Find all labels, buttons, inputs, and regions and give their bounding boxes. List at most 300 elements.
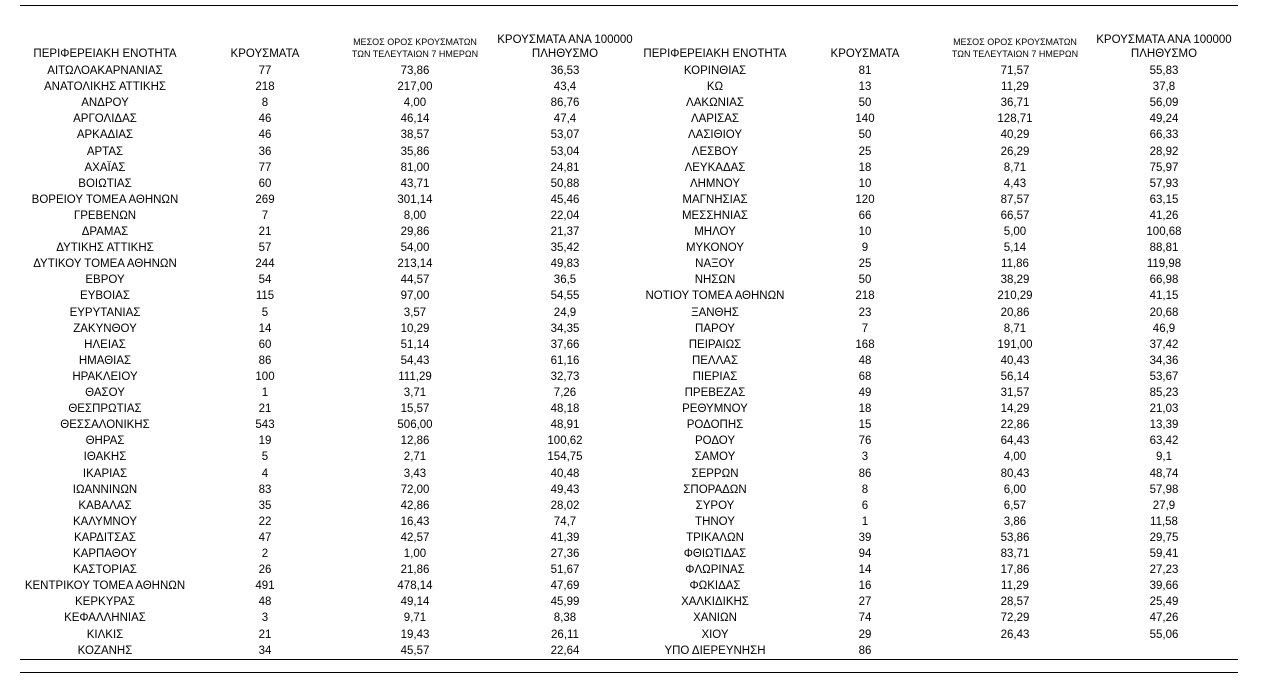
cases-cell: 94 (858, 548, 872, 560)
per100k-cell: 21,03 (1149, 403, 1179, 416)
per100k-cell: 28,02 (550, 499, 580, 512)
avg7-cell: 5,00 (1003, 226, 1027, 238)
avg7-cell: 42,57 (400, 531, 430, 544)
region-cell: ΛΗΜΝΟΥ (689, 177, 741, 190)
per100k-cell: 48,18 (550, 403, 580, 416)
cases-cell: 140 (855, 113, 875, 126)
region-cell: ΖΑΚΥΝΘΟΥ (73, 322, 137, 335)
region-cell: ΜΥΚΟΝΟΥ (685, 242, 745, 255)
table-bottom-rule (20, 659, 1238, 660)
avg7-cell: 6,00 (1003, 483, 1027, 496)
header-cases-left: ΚΡΟΥΣΜΑΤΑ (230, 48, 300, 60)
avg7-cell: 19,43 (400, 628, 430, 641)
cases-cell: 86 (858, 644, 872, 657)
region-cell: ΕΥΡΥΤΑΝΙΑΣ (69, 306, 141, 319)
cases-cell: 86 (258, 354, 272, 367)
avg7-cell: 44,57 (400, 274, 430, 287)
avg7-cell: 49,14 (400, 596, 430, 609)
region-cell: ΥΠΟ ΔΙΕΡΕΥΝΗΣΗ (664, 644, 766, 657)
region-cell: ΕΒΡΟΥ (85, 274, 125, 287)
cases-cell: 22 (258, 515, 272, 528)
avg7-cell: 111,29 (398, 370, 432, 383)
cases-cell: 18 (858, 403, 872, 416)
region-cell: ΚΑΣΤΟΡΙΑΣ (73, 564, 137, 577)
avg7-cell: 217,00 (397, 81, 433, 94)
avg7-cell: 43,71 (400, 177, 430, 190)
per100k-cell: 41,39 (550, 531, 580, 544)
per100k-cell: 61,16 (550, 354, 580, 367)
header-region-left: ΠΕΡΙΦΕΡΕΙΑΚΗ ΕΝΟΤΗΤΑ (33, 48, 177, 60)
avg7-cell: 3,71 (403, 387, 427, 399)
avg7-cell: 38,57 (400, 129, 430, 142)
region-cell: ΚΑΡΠΑΘΟΥ (73, 548, 137, 560)
cases-cell: 269 (255, 193, 275, 206)
cases-cell: 6 (861, 499, 869, 512)
avg7-cell: 42,86 (400, 499, 430, 512)
avg7-cell: 213,14 (397, 258, 433, 271)
cases-cell: 25 (858, 258, 872, 271)
per100k-cell: 36,53 (550, 65, 580, 77)
per100k-cell: 25,49 (1149, 596, 1179, 609)
per100k-cell: 63,42 (1149, 435, 1179, 448)
table-row-right (0, 337, 1284, 353)
avg7-cell: 72,29 (1000, 612, 1030, 625)
cases-cell: 27 (858, 596, 872, 609)
per100k-cell: 57,93 (1149, 177, 1179, 190)
cases-cell: 77 (258, 161, 272, 174)
region-cell: ΑΝΔΡΟΥ (81, 97, 129, 110)
table-row-right (0, 321, 1284, 337)
per100k-cell: 46,9 (1152, 322, 1176, 335)
region-cell: ΑΡΤΑΣ (86, 145, 124, 158)
table-row-right (0, 433, 1284, 449)
region-cell: ΚΟΡΙΝΘΙΑΣ (683, 65, 747, 77)
cases-cell: 50 (858, 274, 872, 287)
top-rule (20, 5, 1238, 6)
per100k-cell: 45,99 (550, 596, 580, 609)
avg7-cell: 28,57 (1000, 596, 1030, 609)
avg7-cell: 3,86 (1003, 515, 1027, 528)
avg7-cell: 4,00 (1003, 451, 1027, 464)
cases-cell: 13 (858, 81, 872, 94)
per100k-cell: 9,1 (1156, 451, 1172, 464)
per100k-cell: 37,66 (550, 338, 580, 351)
cases-cell: 14 (858, 564, 872, 577)
region-cell: ΧΑΛΚΙΔΙΚΗΣ (681, 596, 749, 609)
per100k-cell: 35,42 (550, 242, 580, 255)
region-cell: ΣΥΡΟΥ (695, 499, 735, 512)
table-row-right (0, 240, 1284, 256)
per100k-cell: 48,91 (550, 419, 580, 432)
cases-cell: 491 (255, 580, 275, 593)
cases-cell: 50 (858, 97, 872, 110)
region-cell: ΦΘΙΩΤΙΔΑΣ (683, 548, 747, 560)
region-cell: ΔΥΤΙΚΟΥ ΤΟΜΕΑ ΑΘΗΝΩΝ (33, 258, 177, 271)
cases-cell: 68 (858, 370, 872, 383)
page-bottom-rule (20, 672, 1238, 673)
per100k-cell: 45,46 (550, 193, 580, 206)
avg7-cell: 56,14 (1000, 370, 1030, 383)
cases-cell: 168 (855, 338, 875, 351)
avg7-cell: 26,43 (1000, 628, 1030, 641)
per100k-cell: 27,23 (1149, 564, 1179, 577)
cases-cell: 7 (261, 209, 269, 222)
cases-cell: 16 (858, 580, 872, 593)
region-cell: ΒΟΡΕΙΟΥ ΤΟΜΕΑ ΑΘΗΝΩΝ (31, 193, 179, 206)
avg7-cell: 83,71 (1000, 548, 1030, 560)
avg7-cell: 191,00 (997, 338, 1033, 351)
per100k-cell: 41,15 (1149, 290, 1179, 303)
header-per100k-left-1: ΚΡΟΥΣΜΑΤΑ ΑΝΑ 100000 (497, 34, 633, 46)
avg7-cell: 12,86 (400, 435, 430, 448)
per100k-cell: 34,36 (1149, 354, 1179, 367)
table-row-right (0, 482, 1284, 498)
per100k-cell: 66,98 (1149, 274, 1179, 287)
table-row-right (0, 546, 1284, 562)
cases-cell: 218 (255, 81, 275, 94)
table-row-right (0, 192, 1284, 208)
per100k-cell: 21,37 (550, 226, 580, 238)
table-row-right (0, 272, 1284, 288)
region-cell: ΛΕΣΒΟΥ (691, 145, 739, 158)
table-row-right (0, 353, 1284, 369)
per100k-cell: 34,35 (550, 322, 580, 335)
table-row-right (0, 95, 1284, 111)
avg7-cell: 29,86 (400, 226, 430, 238)
per100k-cell: 13,39 (1149, 419, 1179, 432)
avg7-cell: 1,00 (403, 548, 427, 560)
region-cell: ΚΑΒΑΛΑΣ (78, 499, 132, 512)
region-cell: ΧΑΝΙΩΝ (693, 612, 737, 625)
avg7-cell: 8,71 (1003, 161, 1027, 174)
table-row-right (0, 288, 1284, 304)
per100k-cell: 50,88 (550, 177, 580, 190)
per100k-cell: 37,42 (1149, 338, 1179, 351)
per100k-cell: 47,4 (553, 113, 577, 126)
table-row-right (0, 144, 1284, 160)
per100k-cell: 11,58 (1150, 515, 1178, 528)
table-row-right (0, 79, 1284, 95)
per100k-cell: 27,36 (550, 548, 580, 560)
per100k-cell: 74,7 (553, 515, 577, 528)
avg7-cell: 81,00 (400, 161, 430, 174)
cases-cell: 23 (858, 306, 872, 319)
table-row-right (0, 498, 1284, 514)
avg7-cell: 15,57 (400, 403, 430, 416)
per100k-cell: 85,23 (1149, 387, 1179, 399)
cases-cell: 9 (861, 242, 869, 255)
region-cell: ΜΑΓΝΗΣΙΑΣ (682, 193, 748, 206)
avg7-cell: 35,86 (400, 145, 430, 158)
per100k-cell: 20,68 (1149, 306, 1179, 319)
region-cell: ΜΗΛΟΥ (694, 226, 736, 238)
header-avg-right-1: ΜΕΣΟΣ ΟΡΟΣ ΚΡΟΥΣΜΑΤΩΝ (953, 37, 1077, 47)
avg7-cell: 3,57 (403, 306, 427, 319)
per100k-cell: 47,26 (1149, 612, 1179, 625)
per100k-cell: 53,04 (550, 145, 580, 158)
region-cell: ΑΙΤΩΛΟΑΚΑΡΝΑΝΙΑΣ (47, 65, 163, 77)
per100k-cell: 154,75 (547, 451, 583, 464)
cases-cell: 60 (258, 338, 272, 351)
region-cell: ΛΕΥΚΑΔΑΣ (684, 161, 746, 174)
cases-cell: 39 (858, 531, 872, 544)
header-per100k-left-2: ΠΛΗΘΥΣΜΟ (531, 48, 599, 60)
avg7-cell: 3,43 (403, 467, 427, 480)
cases-cell: 2 (261, 548, 269, 560)
per100k-cell: 37,8 (1152, 81, 1176, 94)
region-cell: ΙΩΑΝΝΙΝΩΝ (72, 483, 138, 496)
per100k-cell: 22,64 (550, 644, 580, 657)
per100k-cell: 49,43 (550, 483, 580, 496)
cases-cell: 10 (858, 226, 872, 238)
avg7-cell: 8,00 (403, 209, 427, 222)
avg7-cell: 21,86 (400, 564, 430, 577)
region-cell: ΗΜΑΘΙΑΣ (78, 354, 132, 367)
region-cell: ΒΟΙΩΤΙΑΣ (78, 177, 132, 190)
cases-cell: 21 (258, 226, 272, 238)
cases-cell: 66 (858, 209, 872, 222)
per100k-cell: 7,26 (553, 387, 577, 399)
avg7-cell: 4,00 (403, 97, 427, 110)
cases-cell: 4 (261, 467, 269, 480)
region-cell: ΚΑΡΔΙΤΣΑΣ (74, 531, 136, 544)
region-cell: ΡΟΔΟΠΗΣ (686, 419, 744, 432)
region-cell: ΛΑΚΩΝΙΑΣ (686, 97, 744, 110)
avg7-cell: 128,71 (997, 113, 1033, 126)
avg7-cell: 40,29 (1000, 129, 1030, 142)
per100k-cell: 88,81 (1149, 242, 1179, 255)
cases-cell: 77 (258, 65, 272, 77)
region-cell: ΠΕΛΛΑΣ (691, 354, 739, 367)
per100k-cell: 28,92 (1149, 145, 1179, 158)
cases-cell: 34 (258, 644, 272, 657)
region-cell: ΤΡΙΚΑΛΩΝ (686, 531, 744, 544)
avg7-cell: 14,29 (1000, 403, 1030, 416)
per100k-cell: 48,74 (1149, 467, 1179, 480)
region-cell: ΝΟΤΙΟΥ ΤΟΜΕΑ ΑΘΗΝΩΝ (645, 290, 785, 303)
per100k-cell: 40,48 (550, 467, 580, 480)
avg7-cell: 10,29 (400, 322, 430, 335)
avg7-cell: 36,71 (1000, 97, 1030, 110)
region-cell: ΠΑΡΟΥ (695, 322, 735, 335)
table-row-right (0, 643, 1284, 659)
per100k-cell: 119,98 (1146, 258, 1182, 271)
cases-cell: 36 (258, 145, 272, 158)
region-cell: ΠΕΙΡΑΙΩΣ (688, 338, 742, 351)
avg7-cell: 17,86 (1000, 564, 1030, 577)
avg7-cell: 301,14 (397, 193, 433, 206)
avg7-cell: 87,57 (1000, 193, 1030, 206)
region-cell: ΗΡΑΚΛΕΙΟΥ (72, 370, 138, 383)
avg7-cell: 31,57 (1000, 387, 1030, 399)
avg7-cell: 9,71 (403, 612, 427, 625)
cases-cell: 76 (858, 435, 872, 448)
cases-cell: 1 (861, 515, 869, 528)
region-cell: ΠΡΕΒΕΖΑΣ (684, 387, 746, 399)
avg7-cell: 53,86 (1000, 531, 1030, 544)
cases-cell: 46 (258, 113, 272, 126)
region-cell: ΚΙΛΚΙΣ (86, 628, 124, 641)
region-cell: ΚΩ (706, 81, 724, 94)
region-cell: ΡΟΔΟΥ (694, 435, 736, 448)
avg7-cell: 5,14 (1003, 242, 1027, 255)
per100k-cell: 43,4 (553, 81, 577, 94)
per100k-cell: 63,15 (1149, 193, 1179, 206)
cases-cell: 5 (261, 451, 269, 464)
avg7-cell: 20,86 (1000, 306, 1030, 319)
cases-cell: 8 (261, 97, 269, 110)
cases-cell: 3 (861, 451, 869, 464)
table-row-right (0, 224, 1284, 240)
header-avg-right-2: ΤΩΝ ΤΕΛΕΥΤΑΙΩΝ 7 ΗΜΕΡΩΝ (951, 49, 1079, 59)
region-cell: ΗΛΕΙΑΣ (84, 338, 126, 351)
per100k-cell: 32,73 (550, 370, 580, 383)
per100k-cell: 57,98 (1149, 483, 1179, 496)
per100k-cell: 39,66 (1149, 580, 1179, 593)
per100k-cell: 24,9 (553, 306, 577, 319)
table-row-right (0, 417, 1284, 433)
region-cell: ΦΛΩΡΙΝΑΣ (685, 564, 745, 577)
cases-cell: 29 (858, 628, 872, 641)
cases-cell: 60 (258, 177, 272, 190)
cases-cell: 21 (258, 628, 272, 641)
avg7-cell: 40,43 (1000, 354, 1030, 367)
per100k-cell: 51,67 (550, 564, 580, 577)
region-cell: ΚΕΝΤΡΙΚΟΥ ΤΟΜΕΑ ΑΘΗΝΩΝ (24, 580, 186, 593)
avg7-cell: 8,71 (1003, 322, 1027, 335)
cases-cell: 1 (261, 387, 269, 399)
cases-cell: 46 (258, 129, 272, 142)
table-row-right (0, 127, 1284, 143)
avg7-cell: 45,57 (400, 644, 430, 657)
per100k-cell: 24,81 (550, 161, 580, 174)
region-cell: ΚΕΦΑΛΛΗΝΙΑΣ (64, 612, 146, 625)
avg7-cell: 4,43 (1003, 177, 1027, 190)
region-cell: ΧΙΟΥ (701, 628, 729, 641)
per100k-cell: 55,06 (1149, 628, 1179, 641)
table-row-right (0, 160, 1284, 176)
table-row-right (0, 530, 1284, 546)
table-row-right (0, 466, 1284, 482)
region-cell: ΦΩΚΙΔΑΣ (689, 580, 741, 593)
region-cell: ΓΡΕΒΕΝΩΝ (73, 209, 137, 222)
cases-cell: 8 (861, 483, 869, 496)
table-row-right (0, 63, 1284, 79)
region-cell: ΑΝΑΤΟΛΙΚΗΣ ΑΤΤΙΚΗΣ (43, 81, 166, 94)
region-cell: ΙΚΑΡΙΑΣ (82, 467, 128, 480)
region-cell: ΣΑΜΟΥ (694, 451, 736, 464)
avg7-cell: 2,71 (403, 451, 427, 464)
avg7-cell: 22,86 (1000, 419, 1030, 432)
region-cell: ΘΕΣΠΡΩΤΙΑΣ (68, 403, 142, 416)
region-cell: ΡΕΘΥΜΝΟΥ (682, 403, 748, 416)
table-row-right (0, 401, 1284, 417)
avg7-cell: 11,86 (1001, 258, 1029, 271)
cases-cell: 81 (858, 65, 872, 77)
region-cell: ΑΡΚΑΔΙΑΣ (76, 129, 134, 142)
per100k-cell: 54,55 (550, 290, 580, 303)
cases-cell: 3 (261, 612, 269, 625)
region-cell: ΑΡΓΟΛΙΔΑΣ (73, 113, 137, 126)
region-cell: ΤΗΝΟΥ (695, 515, 735, 528)
avg7-cell: 51,14 (400, 338, 430, 351)
avg7-cell: 16,43 (400, 515, 430, 528)
cases-cell: 5 (261, 306, 269, 319)
cases-cell: 54 (258, 274, 272, 287)
per100k-cell: 53,67 (1149, 370, 1179, 383)
per100k-cell: 66,33 (1149, 129, 1179, 142)
per100k-cell: 49,24 (1149, 113, 1179, 126)
avg7-cell: 6,57 (1003, 499, 1027, 512)
header-cases-right: ΚΡΟΥΣΜΑΤΑ (830, 48, 900, 60)
cases-cell: 543 (255, 419, 275, 432)
header-avg-left-1: ΜΕΣΟΣ ΟΡΟΣ ΚΡΟΥΣΜΑΤΩΝ (353, 37, 477, 47)
region-cell: ΚΑΛΥΜΝΟΥ (73, 515, 137, 528)
table-row-right (0, 594, 1284, 610)
cases-cell: 25 (858, 145, 872, 158)
header-avg-left-2: ΤΩΝ ΤΕΛΕΥΤΑΙΩΝ 7 ΗΜΕΡΩΝ (351, 49, 479, 59)
avg7-cell: 210,29 (997, 290, 1033, 303)
per100k-cell: 55,83 (1149, 65, 1179, 77)
region-cell: ΚΕΡΚΥΡΑΣ (75, 596, 135, 609)
cases-cell: 100 (255, 370, 275, 383)
avg7-cell: 97,00 (400, 290, 430, 303)
header-region-right: ΠΕΡΙΦΕΡΕΙΑΚΗ ΕΝΟΤΗΤΑ (643, 48, 787, 60)
per100k-cell: 53,07 (550, 129, 580, 142)
region-cell: ΘΗΡΑΣ (85, 435, 125, 448)
cases-cell: 50 (858, 129, 872, 142)
region-cell: ΠΙΕΡΙΑΣ (692, 370, 738, 383)
cases-cell: 10 (858, 177, 872, 190)
table-row-right (0, 111, 1284, 127)
table-row-right (0, 578, 1284, 594)
cases-cell: 244 (255, 258, 275, 271)
per100k-cell: 49,83 (550, 258, 580, 271)
table-row-right (0, 514, 1284, 530)
table-row-right (0, 208, 1284, 224)
cases-cell: 21 (258, 403, 272, 416)
cases-cell: 26 (258, 564, 272, 577)
avg7-cell: 46,14 (400, 113, 430, 126)
cases-cell: 115 (255, 290, 275, 303)
region-cell: ΑΧΑΪΑΣ (84, 161, 126, 174)
avg7-cell: 11,29 (1001, 580, 1029, 593)
per100k-cell: 29,75 (1149, 531, 1179, 544)
region-cell: ΚΟΖΑΝΗΣ (77, 644, 133, 657)
cases-cell: 18 (858, 161, 872, 174)
per100k-cell: 26,11 (551, 628, 579, 641)
avg7-cell: 26,29 (1000, 145, 1030, 158)
table-row-right (0, 627, 1284, 643)
region-cell: ΕΥΒΟΙΑΣ (80, 290, 130, 303)
avg7-cell: 64,43 (1000, 435, 1030, 448)
region-cell: ΞΑΝΘΗΣ (691, 306, 739, 319)
table-row-right (0, 176, 1284, 192)
header-per100k-right-1: ΚΡΟΥΣΜΑΤΑ ΑΝΑ 100000 (1096, 34, 1232, 46)
avg7-cell: 506,00 (397, 419, 433, 432)
per100k-cell: 100,68 (1146, 226, 1182, 238)
table-row-right (0, 256, 1284, 272)
header-per100k-right-2: ΠΛΗΘΥΣΜΟ (1130, 48, 1198, 60)
cases-cell: 7 (861, 322, 869, 335)
region-cell: ΘΕΣΣΑΛΟΝΙΚΗΣ (60, 419, 150, 432)
avg7-cell: 71,57 (1000, 65, 1030, 77)
table-row-right (0, 562, 1284, 578)
cases-cell: 57 (258, 242, 272, 255)
avg7-cell: 66,57 (1000, 209, 1030, 222)
avg7-cell: 73,86 (400, 65, 430, 77)
per100k-cell: 8,38 (553, 612, 577, 625)
